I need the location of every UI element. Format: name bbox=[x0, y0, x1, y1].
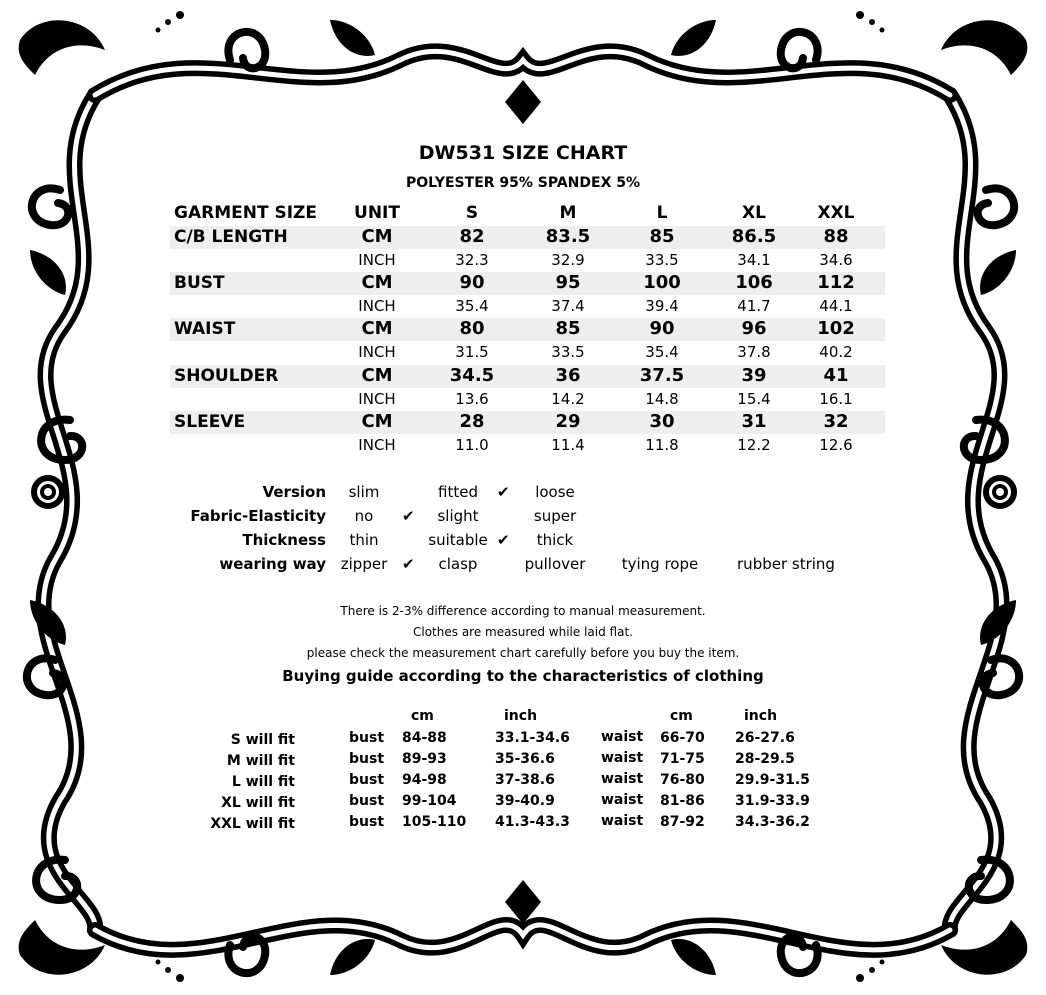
guide-waist-label: waist bbox=[601, 792, 644, 808]
header-size-xl: XL bbox=[742, 203, 766, 223]
attribute-label: Version bbox=[262, 483, 326, 501]
guide-waist-cm: 66-70 bbox=[660, 730, 705, 746]
inch-value: 37.4 bbox=[551, 297, 585, 316]
guide-bust-label: bust bbox=[349, 772, 385, 788]
header-size-xxl: XXL bbox=[817, 203, 855, 223]
guide-fit-label: XXL will fit bbox=[210, 816, 295, 832]
inch-value: 14.8 bbox=[645, 389, 679, 408]
inch-value: 12.6 bbox=[819, 435, 853, 454]
guide-header-bust-inch: inch bbox=[504, 708, 538, 724]
cm-value: 37.5 bbox=[639, 364, 685, 386]
guide-fit-label: S will fit bbox=[230, 732, 295, 748]
inch-value: 11.0 bbox=[455, 435, 489, 454]
inch-value: 15.4 bbox=[737, 389, 771, 408]
chart-title: DW531 SIZE CHART bbox=[418, 142, 628, 164]
inch-value: 34.1 bbox=[737, 251, 771, 269]
guide-waist-inch: 29.9-31.5 bbox=[735, 772, 810, 788]
guide-bust-inch: 33.1-34.6 bbox=[495, 730, 570, 746]
cm-value: 102 bbox=[817, 318, 855, 340]
cm-value: 106 bbox=[735, 272, 773, 294]
guide-waist-inch: 28-29.5 bbox=[735, 751, 795, 767]
guide-waist-inch: 34.3-36.2 bbox=[735, 814, 810, 830]
guide-bust-label: bust bbox=[349, 730, 385, 746]
attribute-option: slight bbox=[437, 507, 479, 525]
cm-value: 31 bbox=[741, 410, 767, 432]
row-label: SLEEVE bbox=[174, 411, 246, 432]
guide-fit-label: XL will fit bbox=[221, 795, 295, 811]
guide-waist-label: waist bbox=[601, 771, 644, 787]
guide-bust-inch: 35-36.6 bbox=[495, 751, 555, 767]
attribute-option: pullover bbox=[524, 555, 586, 573]
attribute-option: rubber string bbox=[737, 555, 835, 573]
inch-value: 11.8 bbox=[645, 435, 679, 454]
inch-value: 40.2 bbox=[819, 343, 853, 362]
header-size-s: S bbox=[465, 203, 479, 223]
inch-value: 39.4 bbox=[645, 297, 679, 316]
cm-value: 85 bbox=[555, 318, 581, 340]
unit-cm: CM bbox=[361, 226, 393, 247]
guide-waist-cm: 76-80 bbox=[660, 772, 705, 788]
attribute-label: wearing way bbox=[219, 555, 326, 573]
guide-bust-cm: 105-110 bbox=[402, 814, 467, 830]
guide-header-waist-cm: cm bbox=[670, 708, 693, 724]
cm-value: 95 bbox=[555, 272, 581, 294]
inch-value: 37.8 bbox=[737, 343, 771, 362]
unit-inch: INCH bbox=[358, 297, 396, 316]
attribute-option: clasp bbox=[438, 555, 478, 573]
guide-bust-inch: 39-40.9 bbox=[495, 793, 555, 809]
cm-value: 90 bbox=[649, 318, 675, 340]
unit-inch: INCH bbox=[358, 435, 396, 454]
cm-value: 34.5 bbox=[449, 364, 495, 386]
unit-inch: INCH bbox=[358, 343, 396, 362]
unit-inch: INCH bbox=[358, 389, 396, 408]
attribute-option: zipper bbox=[340, 555, 388, 573]
unit-cm: CM bbox=[361, 364, 393, 386]
header-size-l: L bbox=[656, 203, 668, 223]
guide-bust-label: bust bbox=[349, 793, 385, 809]
cm-value: 30 bbox=[649, 410, 675, 432]
header-unit: UNIT bbox=[354, 203, 400, 223]
guide-bust-cm: 89-93 bbox=[402, 751, 447, 767]
check-mark-icon: ✔ bbox=[497, 531, 510, 549]
inch-value: 32.9 bbox=[551, 251, 585, 269]
cm-value: 41 bbox=[823, 364, 849, 386]
guide-waist-label: waist bbox=[601, 813, 644, 829]
unit-cm: CM bbox=[361, 272, 393, 294]
cm-value: 100 bbox=[643, 272, 681, 294]
guide-bust-inch: 41.3-43.3 bbox=[495, 814, 570, 830]
inch-value: 33.5 bbox=[551, 343, 585, 362]
cm-value: 86.5 bbox=[731, 226, 777, 247]
note-line: Clothes are measured while laid flat. bbox=[413, 625, 633, 639]
cm-value: 28 bbox=[459, 410, 485, 432]
inch-value: 12.2 bbox=[737, 435, 771, 454]
attribute-option: loose bbox=[535, 483, 575, 501]
note-line: please check the measurement chart carefully before you buy the item. bbox=[306, 646, 740, 660]
cm-value: 29 bbox=[555, 410, 581, 432]
cm-value: 88 bbox=[823, 226, 849, 247]
guide-waist-inch: 31.9-33.9 bbox=[735, 793, 810, 809]
inch-value: 13.6 bbox=[455, 389, 489, 408]
inch-value: 41.7 bbox=[737, 297, 771, 316]
guide-waist-label: waist bbox=[601, 729, 644, 745]
attribute-option: no bbox=[354, 507, 374, 525]
check-mark-icon: ✔ bbox=[402, 507, 415, 525]
cm-value: 96 bbox=[741, 318, 767, 340]
guide-fit-label: M will fit bbox=[226, 753, 295, 769]
check-mark-icon: ✔ bbox=[497, 483, 510, 501]
attribute-label: Thickness bbox=[242, 531, 326, 549]
header-garment-size: GARMENT SIZE bbox=[174, 203, 317, 223]
header-size-m: M bbox=[559, 203, 577, 223]
guide-bust-cm: 94-98 bbox=[402, 772, 447, 788]
inch-value: 32.3 bbox=[455, 251, 489, 269]
cm-value: 112 bbox=[817, 272, 855, 294]
guide-waist-cm: 71-75 bbox=[660, 751, 705, 767]
cm-value: 36 bbox=[555, 364, 581, 386]
guide-fit-label: L will fit bbox=[231, 774, 295, 790]
cm-value: 90 bbox=[459, 272, 485, 294]
attribute-option: fitted bbox=[438, 483, 478, 501]
unit-cm: CM bbox=[361, 410, 393, 432]
unit-inch: INCH bbox=[358, 251, 396, 269]
guide-header-bust-cm: cm bbox=[411, 708, 434, 724]
fabric-composition: POLYESTER 95% SPANDEX 5% bbox=[405, 175, 641, 191]
inch-value: 44.1 bbox=[819, 297, 853, 316]
cm-value: 83.5 bbox=[545, 226, 591, 247]
inch-value: 34.6 bbox=[819, 251, 853, 269]
guide-bust-inch: 37-38.6 bbox=[495, 772, 555, 788]
inch-value: 35.4 bbox=[455, 297, 489, 316]
guide-bust-cm: 99-104 bbox=[402, 793, 457, 809]
attribute-option: suitable bbox=[428, 531, 488, 549]
attribute-option: tying rope bbox=[621, 555, 699, 573]
note-line: There is 2-3% difference according to manual measurement. bbox=[340, 604, 706, 618]
guide-header-waist-inch: inch bbox=[744, 708, 778, 724]
row-label: SHOULDER bbox=[174, 365, 279, 386]
attribute-option: slim bbox=[348, 483, 380, 501]
inch-value: 31.5 bbox=[455, 343, 489, 362]
row-label: BUST bbox=[174, 273, 225, 294]
cm-value: 82 bbox=[459, 226, 485, 247]
attribute-label: Fabric-Elasticity bbox=[190, 507, 326, 525]
buying-guide-title: Buying guide according to the characteristics of clothing bbox=[282, 667, 764, 685]
inch-value: 35.4 bbox=[645, 343, 679, 362]
check-mark-icon: ✔ bbox=[402, 555, 415, 573]
row-label: WAIST bbox=[174, 319, 236, 340]
row-label: C/B LENGTH bbox=[174, 227, 288, 247]
cm-value: 80 bbox=[459, 318, 485, 340]
inch-value: 16.1 bbox=[819, 389, 853, 408]
guide-waist-label: waist bbox=[601, 750, 644, 766]
guide-bust-label: bust bbox=[349, 814, 385, 830]
cm-value: 32 bbox=[823, 410, 849, 432]
guide-bust-label: bust bbox=[349, 751, 385, 767]
cm-value: 85 bbox=[649, 226, 675, 247]
inch-value: 33.5 bbox=[645, 251, 679, 269]
inch-value: 11.4 bbox=[551, 435, 585, 454]
guide-waist-cm: 87-92 bbox=[660, 814, 705, 830]
attribute-option: super bbox=[533, 507, 577, 525]
cm-value: 39 bbox=[741, 364, 767, 386]
guide-waist-inch: 26-27.6 bbox=[735, 730, 795, 746]
unit-cm: CM bbox=[361, 318, 393, 340]
guide-waist-cm: 81-86 bbox=[660, 793, 705, 809]
guide-bust-cm: 84-88 bbox=[402, 730, 447, 746]
attribute-option: thick bbox=[536, 531, 574, 549]
attribute-option: thin bbox=[349, 531, 379, 549]
inch-value: 14.2 bbox=[551, 389, 585, 408]
